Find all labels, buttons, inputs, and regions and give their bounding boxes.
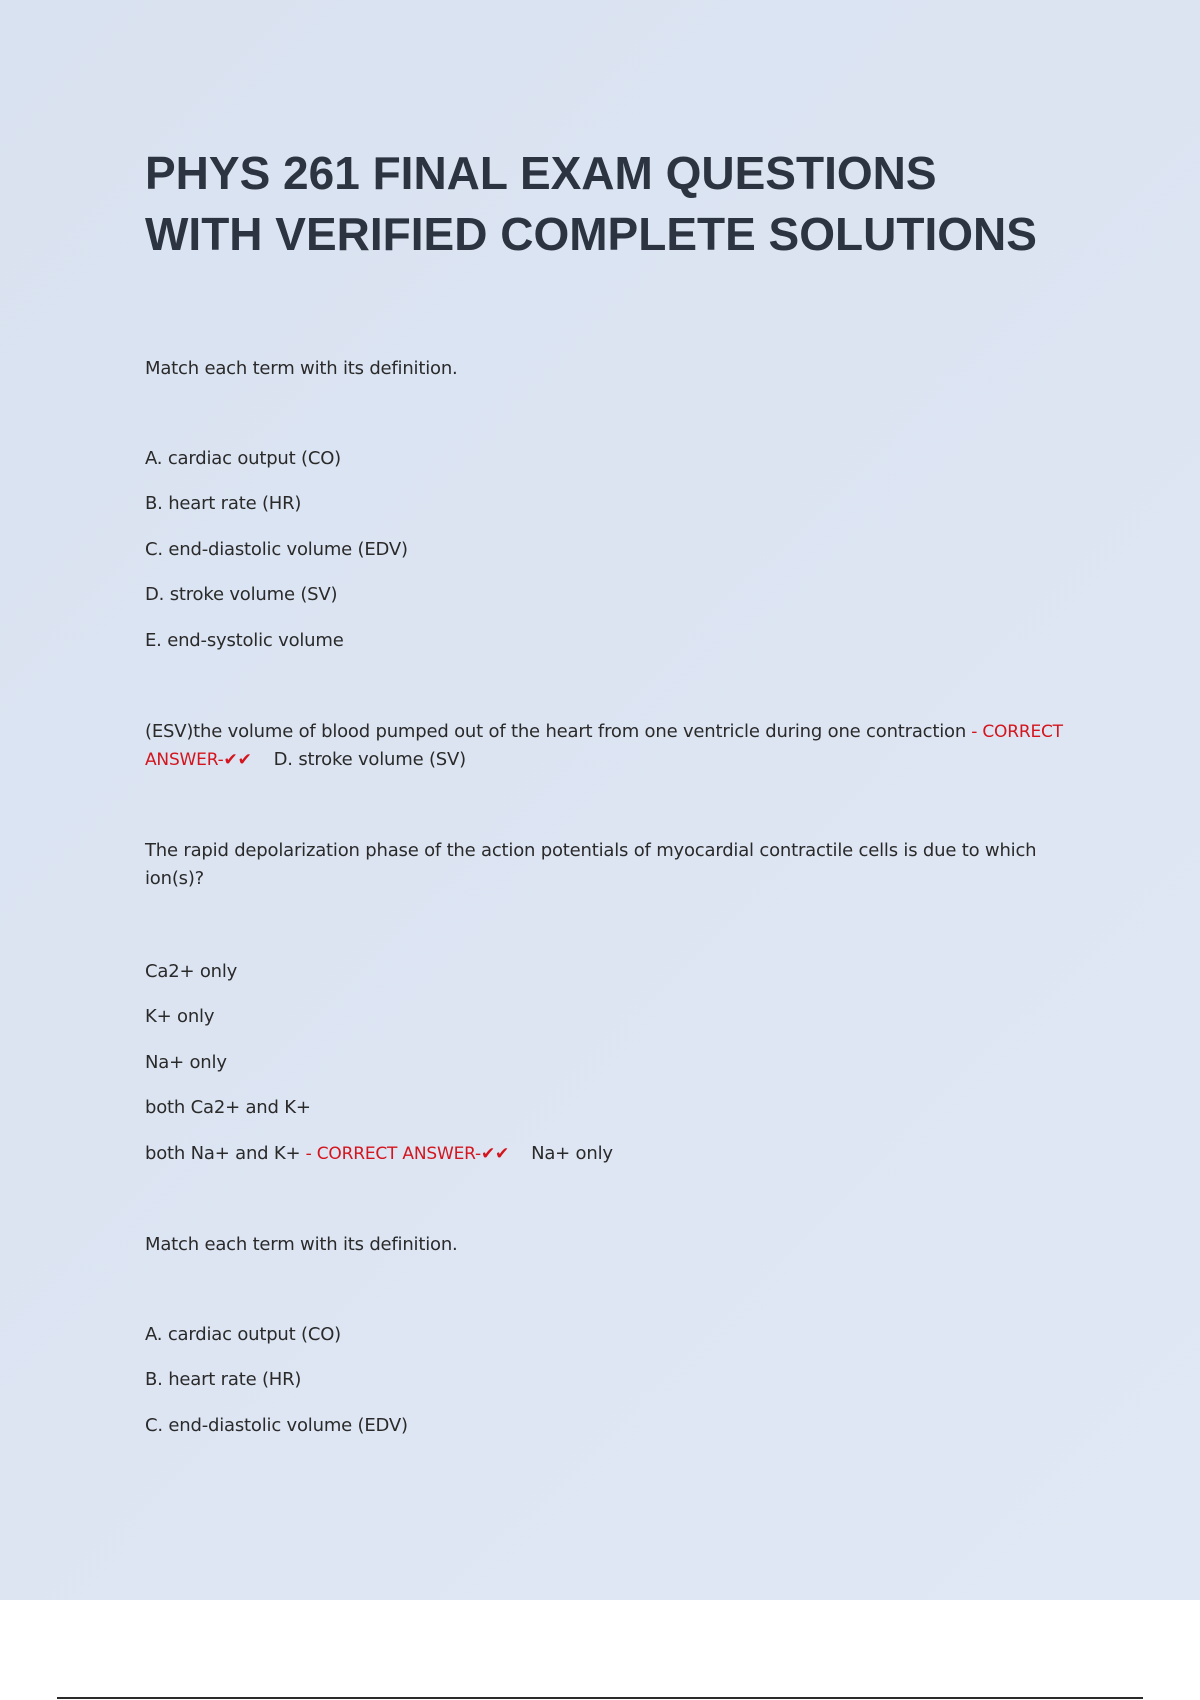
question-2-option-1: Ca2+ only <box>145 961 238 982</box>
question-1-option-b: B. heart rate (HR) <box>145 493 302 514</box>
question-2-option-2: K+ only <box>145 1006 215 1027</box>
question-1-prompt: Match each term with its definition. <box>145 358 458 379</box>
question-1-option-d: D. stroke volume (SV) <box>145 584 338 605</box>
question-3-option-c: C. end-diastolic volume (EDV) <box>145 1415 408 1436</box>
correct-answer-marker: - CORRECT ANSWER-✔✔ <box>300 1144 510 1164</box>
correct-answer-marker: ANSWER-✔✔ <box>145 750 252 770</box>
question-3-option-a: A. cardiac output (CO) <box>145 1324 341 1345</box>
question-1-option-e: E. end-systolic volume <box>145 630 344 651</box>
question-2-option-5: both Na+ and K+ <box>145 1143 301 1164</box>
footer-divider <box>57 1697 1143 1699</box>
question-1-answer-line <box>145 746 466 774</box>
question-1-statement-line <box>145 718 1063 746</box>
question-2-option-5-line <box>145 1140 613 1168</box>
question-1-answer: D. stroke volume (SV) <box>273 749 466 770</box>
title-line-1: PHYS 261 FINAL EXAM QUESTIONS <box>145 147 937 199</box>
question-2-option-3: Na+ only <box>145 1052 227 1073</box>
question-1-option-c: C. end-diastolic volume (EDV) <box>145 539 408 560</box>
title-line-2: WITH VERIFIED COMPLETE SOLUTIONS <box>145 208 1037 260</box>
question-1-option-a: A. cardiac output (CO) <box>145 448 341 469</box>
question-2-option-4: both Ca2+ and K+ <box>145 1097 311 1118</box>
correct-answer-marker: - CORRECT <box>966 722 1063 742</box>
question-3-prompt: Match each term with its definition. <box>145 1234 458 1255</box>
question-2-answer: Na+ only <box>531 1143 613 1164</box>
document-title <box>145 143 1085 265</box>
question-1-statement: (ESV)the volume of blood pumped out of the heart from one ventricle during one contraction <box>145 721 967 742</box>
question-2-prompt: The rapid depolarization phase of the action potentials of myocardial contractile cells is due to which ion(s)? <box>145 840 1037 889</box>
question-3-option-b: B. heart rate (HR) <box>145 1369 302 1390</box>
